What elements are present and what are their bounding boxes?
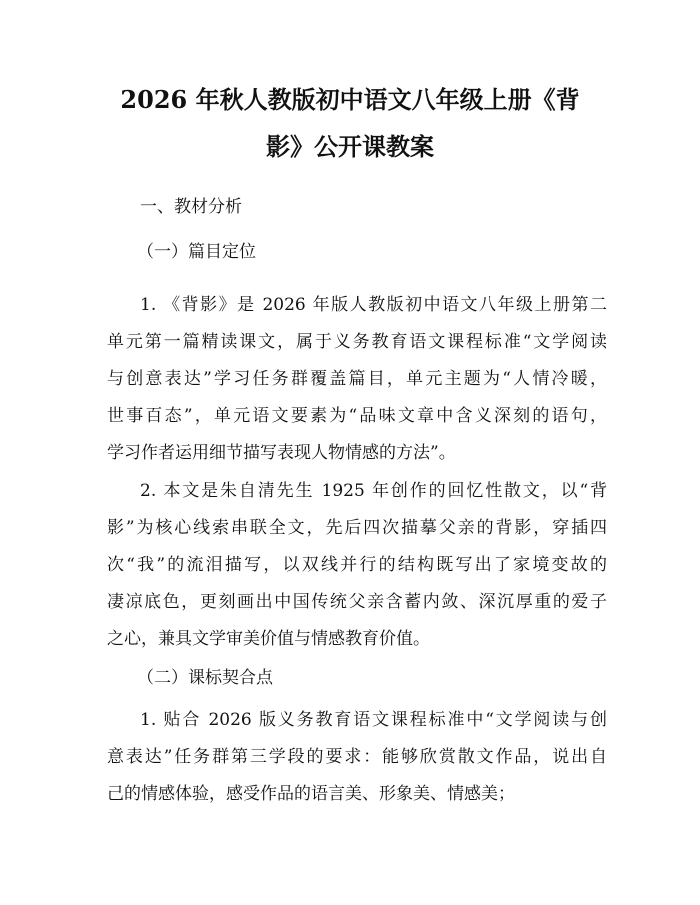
paragraph-line: 意表达”任务群第三学段的要求：能够欣赏散文作品，说出自	[107, 747, 607, 767]
paragraph-1	[107, 287, 607, 472]
paragraph-line: 与创意表达”学习任务群覆盖篇目，单元主题为“人情冷暖，	[107, 369, 607, 389]
paragraph-line: 学习作者运用细节描写表现人物情感的方法”。	[107, 443, 456, 463]
paragraph-line: 1. 《背影》是 2026 年版人教版初中语文八年级上册第二	[140, 295, 607, 315]
paragraph-line: 次“我”的流泪描写，以双线并行的结构既写出了家境变故的	[107, 555, 607, 575]
paragraph-line: 己的情感体验，感受作品的语言美、形象美、情感美；	[107, 784, 515, 804]
paragraph-3	[107, 702, 607, 813]
document-title-line-1: 2026 年秋人教版初中语文八年级上册《背	[120, 85, 580, 114]
paragraph-line: 单元第一篇精读课文，属于义务教育语文课程标准“文学阅读	[107, 332, 607, 352]
paragraph-line: 之心，兼具文学审美价值与情感教育价值。	[107, 629, 430, 649]
paragraph-line: 影”为核心线索串联全文，先后四次描摹父亲的背影，穿插四	[107, 518, 607, 538]
paragraph-line: 1. 贴合 2026 版义务教育语文课程标准中“文学阅读与创	[140, 710, 607, 730]
paragraph-line: 世事百态”，单元语文要素为“品味文章中含义深刻的语句，	[107, 406, 607, 426]
section-heading-textbook-analysis: 一、教材分析	[140, 197, 242, 217]
subsection-heading-curriculum-fit: （二）课标契合点	[137, 668, 273, 688]
subsection-heading-positioning: （一）篇目定位	[137, 242, 256, 262]
document-title-line-2: 影》公开课教案	[266, 132, 434, 161]
paragraph-line: 凄凉底色，更刻画出中国传统父亲含蓄内敛、深沉厚重的爱子	[107, 592, 607, 612]
paragraph-line: 2. 本文是朱自清先生 1925 年创作的回忆性散文，以“背	[140, 481, 607, 501]
paragraph-2	[107, 473, 607, 658]
